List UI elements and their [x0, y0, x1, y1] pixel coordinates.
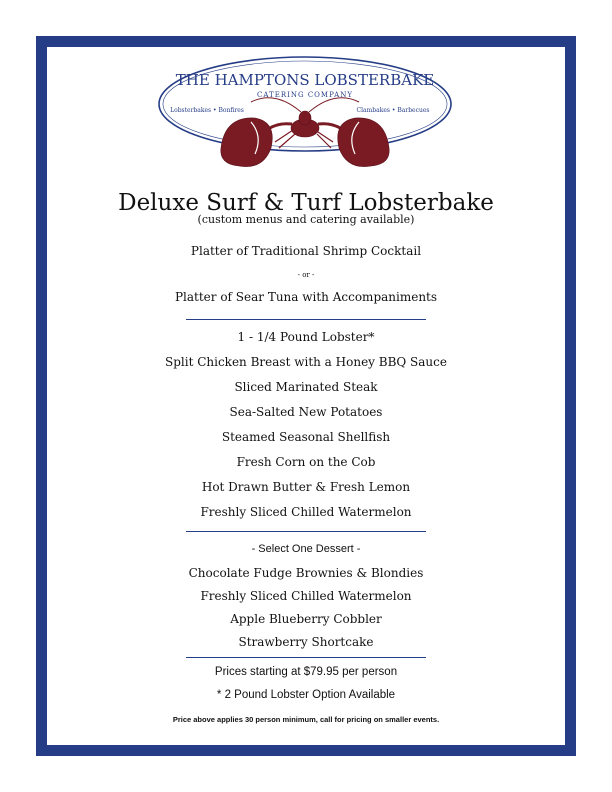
main-item: Fresh Corn on the Cob	[236, 455, 376, 469]
main-item: Steamed Seasonal Shellfish	[221, 430, 391, 444]
main-item: Hot Drawn Butter & Fresh Lemon	[201, 480, 411, 494]
main-item: Sliced Marinated Steak	[234, 380, 378, 394]
menu-title: Deluxe Surf & Turf Lobsterbake	[118, 190, 494, 216]
main-item: Split Chicken Breast with a Honey BBQ Sauce	[165, 355, 447, 369]
lobster-option-line: * 2 Pound Lobster Option Available	[216, 689, 396, 701]
dessert-header: - Select One Dessert -	[251, 543, 361, 555]
divider	[186, 657, 426, 658]
logo-services-right: Clambakes • Barbecues	[356, 107, 430, 114]
price-line: Prices starting at $79.95 per person	[214, 666, 398, 678]
company-logo	[155, 50, 455, 180]
dessert-item: Freshly Sliced Chilled Watermelon	[200, 589, 412, 603]
main-item: 1 - 1/4 Pound Lobster*	[237, 330, 375, 344]
starter-option-1: Platter of Traditional Shrimp Cocktail	[190, 244, 422, 258]
dessert-item: Chocolate Fudge Brownies & Blondies	[188, 566, 424, 580]
divider	[186, 531, 426, 532]
dessert-item: Strawberry Shortcake	[238, 635, 374, 649]
fine-print: Price above applies 30 person minimum, call for pricing on smaller events.	[172, 715, 440, 724]
main-item: Freshly Sliced Chilled Watermelon	[200, 505, 412, 519]
starter-or-label: - or -	[297, 271, 315, 279]
dessert-item: Apple Blueberry Cobbler	[230, 612, 382, 626]
divider	[186, 319, 426, 320]
menu-subtitle: (custom menus and catering available)	[197, 213, 415, 226]
logo-tagline: CATERING COMPANY	[257, 91, 353, 99]
logo-services-left: Lobsterbakes • Bonfires	[170, 107, 244, 114]
logo-company-name: THE HAMPTONS LOBSTERBAKE	[175, 71, 435, 89]
starter-option-2: Platter of Sear Tuna with Accompaniments	[174, 290, 438, 304]
main-item: Sea-Salted New Potatoes	[229, 405, 383, 419]
